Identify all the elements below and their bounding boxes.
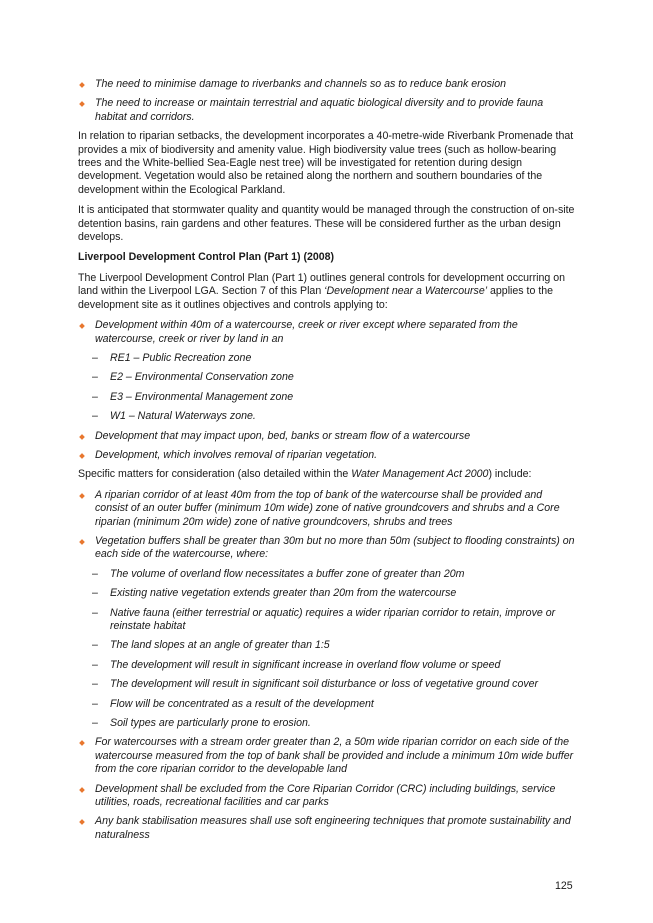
list-item: The need to minimise damage to riverbanks and channels so as to reduce bank erosion — [78, 78, 575, 91]
list-item: Development within 40m of a watercourse, creek or river except where separated from the watercourse, creek or river by land in an — [78, 319, 575, 346]
section-title-ref: ‘Development near a Watercourse’ — [324, 285, 488, 298]
paragraph-riparian-setbacks: In relation to riparian setbacks, the development incorporates a 40-metre-wide Riverbank Promenade that provides a mix of biodiversity and amenity value. High biodiversity value trees (such as hollow-bearing trees and the White-bellied Sea-Eagle nest tree) will be investigated for retention during design development. Vegetation would also be retained along the northern and southern boundaries of the development within the Ecological Parkland. — [78, 130, 574, 196]
bullet-list-matters — [78, 489, 575, 843]
sub-list-item: – The volume of overland flow necessitates a buffer zone of greater than 20m — [78, 568, 575, 581]
page-body — [78, 78, 575, 848]
bullet-list-controls — [78, 319, 575, 462]
paragraph-specific-matters — [78, 468, 575, 481]
list-item: Development, which involves removal of riparian vegetation. — [78, 449, 575, 462]
sub-list-item: – RE1 – Public Recreation zone — [78, 352, 575, 365]
sub-list-item: – The development will result in significant soil disturbance or loss of vegetative ground cover — [78, 678, 575, 691]
list-item: Any bank stabilisation measures shall use soft engineering techniques that promote sustainability and naturalness — [78, 815, 575, 842]
paragraph-text: Specific matters for consideration (also detailed within the — [78, 468, 352, 481]
paragraph-text: applies to the development site as it outlines objectives and controls applying to: — [78, 285, 554, 311]
paragraph-dcp-intro — [78, 272, 575, 312]
sub-list-item: – Native fauna (either terrestrial or aquatic) requires a wider riparian corridor to retain, improve or reinstate habitat — [78, 607, 575, 634]
list-item: Vegetation buffers shall be greater than 30m but no more than 50m (subject to flooding constraints) on each side of the watercourse, where: — [78, 535, 575, 562]
sub-list-item: – The development will result in significant increase in overland flow volume or speed — [78, 659, 575, 672]
paragraph-text: ) include: — [488, 468, 532, 481]
sub-list-item: – E3 – Environmental Management zone — [78, 391, 575, 404]
list-item: A riparian corridor of at least 40m from the top of bank of the watercourse shall be provided and consist of an outer buffer (minimum 10m wide) zone of native groundcovers and shrubs and a Core riparian (minimum 20m wide) zone of native groundcovers, shrubs and trees — [78, 489, 575, 529]
sub-list-item: – The land slopes at an angle of greater than 1:5 — [78, 639, 575, 652]
bullet-list-top — [78, 78, 575, 124]
paragraph-text: The Liverpool Development Control Plan (Part 1) outlines general controls for development occurring on land within the Liverpool LGA. Section 7 of this Plan — [78, 271, 565, 298]
list-item: The need to increase or maintain terrestrial and aquatic biological diversity and to provide fauna habitat and corridors. — [78, 97, 575, 124]
section-heading: Liverpool Development Control Plan (Part 1) (2008) — [78, 251, 335, 264]
sub-list-item: – Existing native vegetation extends greater than 20m from the watercourse — [78, 587, 575, 600]
sub-list-item: – Flow will be concentrated as a result of the development — [78, 698, 575, 711]
sub-list-item: – Soil types are particularly prone to erosion. — [78, 717, 575, 730]
list-item: For watercourses with a stream order greater than 2, a 50m wide riparian corridor on each side of the watercourse measured from the top of bank shall be provided and include a minimum 10m wide buffer from the core riparian corridor to the developable land — [78, 736, 575, 776]
sub-list-item: – E2 – Environmental Conservation zone — [78, 371, 575, 384]
list-item: Development shall be excluded from the Core Riparian Corridor (CRC) including buildings, service utilities, roads, recreational facilities and car parks — [78, 783, 575, 810]
act-title-ref: Water Management Act 2000 — [351, 468, 489, 481]
paragraph-stormwater: It is anticipated that stormwater quality and quantity would be managed through the construction of on-site detention basins, rain gardens and other features. These will be considered further as the urban design develops. — [78, 204, 575, 244]
page-number: 125 — [555, 880, 573, 892]
sub-list-item: – W1 – Natural Waterways zone. — [78, 410, 575, 423]
list-item: Development that may impact upon, bed, banks or stream flow of a watercourse — [78, 430, 575, 443]
